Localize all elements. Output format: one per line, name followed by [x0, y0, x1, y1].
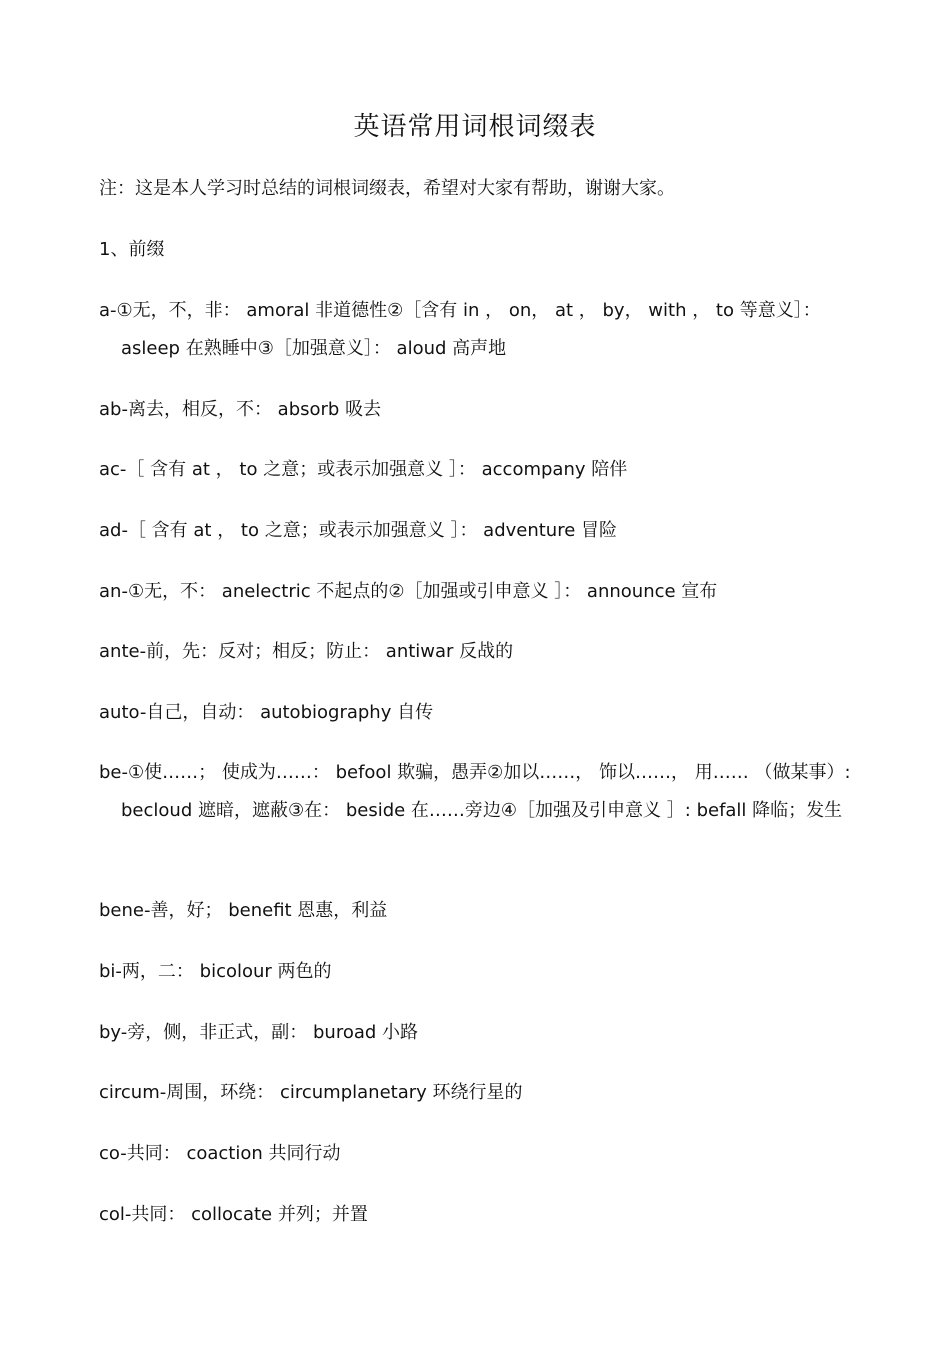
intro-note: 注：这是本人学习时总结的词根词缀表，希望对大家有帮助，谢谢大家。: [99, 178, 675, 199]
entry-co: [99, 1135, 860, 1173]
entry-definition: ①使……； 使成为……： befool 欺骗，愚弄②加以……， 饰以……， 用…… （做某事）: becloud 遮暗，遮蔽③在： beside 在……旁边④［加强及引申意义 ］: befall 降临；发生: [121, 762, 851, 821]
entry-prefix: bi-: [99, 961, 122, 982]
entry-ac: [99, 451, 860, 489]
entry-auto: [99, 694, 860, 732]
entry-prefix: ad-: [99, 520, 128, 541]
entry-be: [99, 754, 860, 830]
entry-prefix: col-: [99, 1204, 132, 1225]
entry-definition: ①无，不，非： amoral 非道德性②［含有 in ， on， at ， by， with ， to 等意义］： asleep 在熟睡中③［加强意义］： aloud 高声地: [116, 300, 821, 359]
entry-circum: [99, 1074, 860, 1112]
entry-definition: 共同： collocate 并列；并置: [131, 1204, 368, 1225]
entry-a: [99, 292, 860, 368]
entry-bene: [99, 892, 860, 930]
entry-bi: [99, 953, 860, 991]
entry-prefix: ac-: [99, 459, 127, 480]
entry-prefix: an-: [99, 581, 128, 602]
entry-prefix: circum-: [99, 1082, 167, 1103]
entry-col: [99, 1196, 860, 1234]
entry-prefix: ante-: [99, 641, 147, 662]
entry-prefix: bene-: [99, 900, 151, 921]
entry-definition: ［ 含有 at ， to 之意；或表示加强意义 ］： adventure 冒险: [127, 520, 618, 541]
section-heading: 1、前缀: [99, 239, 165, 260]
page-title: 英语常用词根词缀表: [353, 112, 597, 142]
entry-definition: 离去，相反，不： absorb 吸去: [127, 399, 382, 420]
entry-definition: 周围，环绕： circumplanetary 环绕行星的: [166, 1082, 523, 1103]
entry-prefix: co-: [99, 1143, 127, 1164]
entry-definition: 旁，侧，非正式，副： buroad 小路: [127, 1022, 419, 1043]
entry-prefix: auto-: [99, 702, 147, 723]
entry-definition: 前，先：反对；相反；防止： antiwar 反战的: [146, 641, 514, 662]
entry-definition: ［ 含有 at ， to 之意；或表示加强意义 ］： accompany 陪伴: [126, 459, 628, 480]
entry-definition: 善，好； benefit 恩惠，利益: [150, 900, 388, 921]
entry-by: [99, 1014, 860, 1052]
entry-ad: [99, 512, 860, 550]
entry-definition: 两，二： bicolour 两色的: [121, 961, 332, 982]
entry-ante: [99, 633, 860, 671]
entry-definition: ①无，不： anelectric 不起点的②［加强或引申意义 ］： announce 宣布: [127, 581, 718, 602]
entry-an: [99, 573, 860, 611]
entry-prefix: be-: [99, 762, 128, 783]
entry-definition: 共同： coaction 共同行动: [126, 1143, 341, 1164]
entry-prefix: a-: [99, 300, 117, 321]
entry-prefix: ab-: [99, 399, 128, 420]
entry-prefix: by-: [99, 1022, 128, 1043]
entry-ab: [99, 391, 860, 429]
entry-definition: 自己，自动： autobiography 自传: [146, 702, 434, 723]
